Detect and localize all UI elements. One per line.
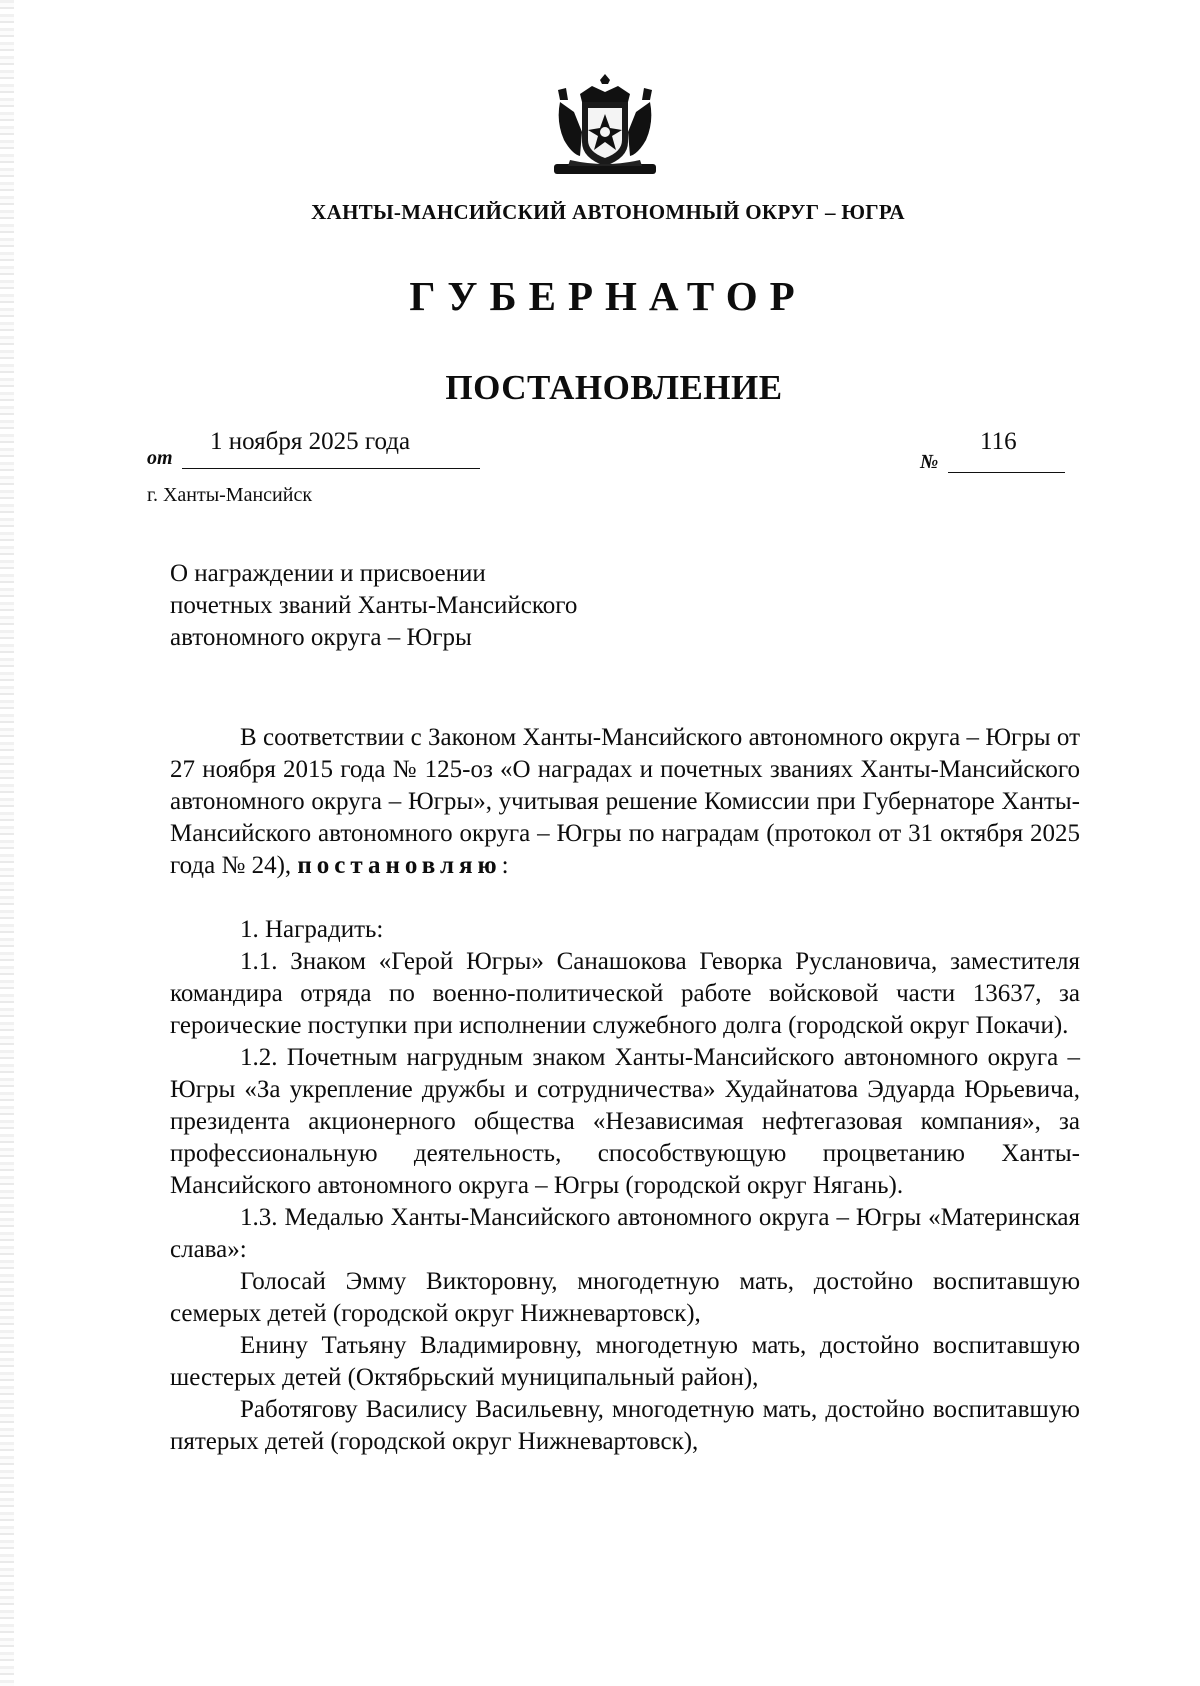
item-1-1: 1.1. Знаком «Герой Югры» Санашокова Геворка Руслановича, заместителя командира отряда по военно-политической работе войсковой части 13637, за героические поступки при исполнении служебного долга (городской округ Покачи). [170, 948, 1080, 1039]
coat-of-arms-emblem [550, 72, 660, 178]
medal-recipient: Голосай Эмму Викторовну, многодетную мать, достойно воспитавшую семерых детей (городской округ Нижневартовск), [170, 1268, 1080, 1327]
authority-title: ГУБЕРНАТОР [409, 273, 807, 319]
number-underline [948, 472, 1065, 473]
preamble [170, 722, 1080, 882]
document-body [170, 722, 1080, 1458]
medal-recipient: Енину Татьяну Владимировну, многодетную мать, достойно воспитавшую шестерых детей (Октябрьский муниципальный район), [170, 1332, 1080, 1391]
number-prefix: № [920, 451, 939, 473]
preamble-text: В соответствии с Законом Ханты-Мансийского автономного округа – Югры от 27 ноября 2015 года № 125-оз «О наградах и почетных званиях Ханты-Мансийского автономного округа – Югры», учитывая решение Комиссии при Губернаторе Ханты-Мансийского автономного округа – Югры по наградам (протокол от 31 октября 2025 года № 24), [170, 724, 1080, 879]
resolve-word: постановляю [297, 852, 502, 879]
subject-line: почетных званий Ханты-Мансийского [170, 592, 578, 619]
document-type: ПОСТАНОВЛЕНИЕ [445, 368, 783, 407]
date-underline [182, 468, 480, 469]
item-1-3: 1.3. Медалью Ханты-Мансийского автономного округа – Югры «Материнская слава»: [170, 1204, 1080, 1263]
resolve-colon: : [501, 852, 509, 879]
issuing-city: г. Ханты-Мансийск [147, 484, 313, 506]
item-1: 1. Наградить: [240, 916, 384, 943]
document-number: 116 [980, 428, 1017, 455]
date-prefix: от [147, 447, 173, 469]
document-date: 1 ноября 2025 года [210, 428, 411, 455]
subject-line: О награждении и присвоении [170, 560, 486, 587]
document-subject [170, 558, 730, 654]
subject-line: автономного округа – Югры [170, 624, 472, 651]
item-1-2: 1.2. Почетным нагрудным знаком Ханты-Мансийского автономного округа – Югры «За укрепление дружбы и сотрудничества» Худайнатова Эдуарда Юрьевича, президента акционерного общества «Независимая нефтегазовая компания», за профессиональную деятельность, способствующую процветанию Ханты-Мансийского автономного округа – Югры (городской округ Нягань). [170, 1044, 1080, 1199]
region-name: ХАНТЫ-МАНСИЙСКИЙ АВТОНОМНЫЙ ОКРУГ – ЮГРА [311, 200, 905, 224]
medal-recipient: Работягову Василису Васильевну, многодетную мать, достойно воспитавшую пятерых детей (городской округ Нижневартовск), [170, 1396, 1080, 1455]
scan-edge [0, 0, 14, 1686]
